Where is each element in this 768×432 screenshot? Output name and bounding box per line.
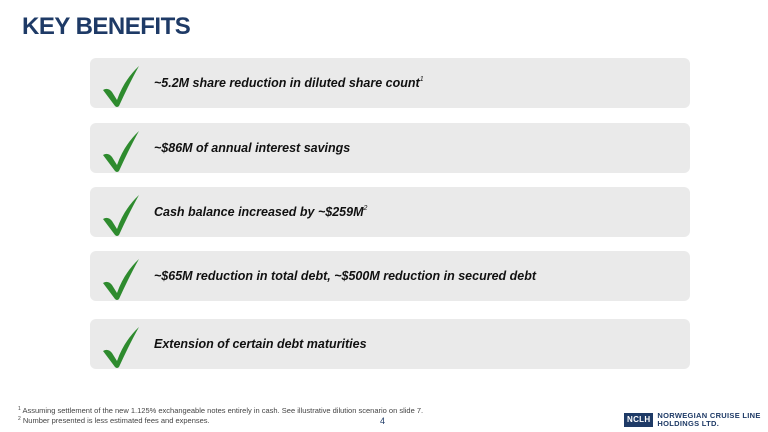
check-mark-icon xyxy=(100,62,142,108)
benefit-row xyxy=(90,319,690,369)
check-mark-icon xyxy=(100,323,142,369)
benefit-text: Cash balance increased by $\sim\$259M^2$ xyxy=(154,205,368,219)
benefit-row xyxy=(90,187,690,237)
logo-name: NORWEGIAN CRUISE LINE HOLDINGS LTD. xyxy=(657,411,761,428)
slide-title: KEY BENEFITS xyxy=(22,13,191,40)
footnote: $^2$ Number presented is less estimated fees and expenses. xyxy=(18,416,210,425)
logo-abbrev: NCLH xyxy=(624,413,653,427)
benefit-text: ~$86M of annual interest savings xyxy=(154,141,351,155)
benefit-text: ~5.2M share reduction in diluted share count$^1$ xyxy=(154,76,424,90)
benefit-row xyxy=(90,123,690,173)
benefit-text: Extension of certain debt maturities xyxy=(154,337,367,351)
footnote: $^1$ Assuming settlement of the new 1.125% exchangeable notes entirely in cash. See illustrative dilution scenario on slide 7. xyxy=(18,406,424,415)
benefit-row xyxy=(90,58,690,108)
check-mark-icon xyxy=(100,255,142,301)
company-logo xyxy=(624,411,761,429)
benefit-text: ~$65M reduction in total debt, ~$500M reduction in secured debt xyxy=(154,269,537,283)
footnotes xyxy=(18,406,423,426)
page-number: 4 xyxy=(380,416,386,426)
check-mark-icon xyxy=(100,127,142,173)
benefit-row xyxy=(90,251,690,301)
check-mark-icon xyxy=(100,191,142,237)
